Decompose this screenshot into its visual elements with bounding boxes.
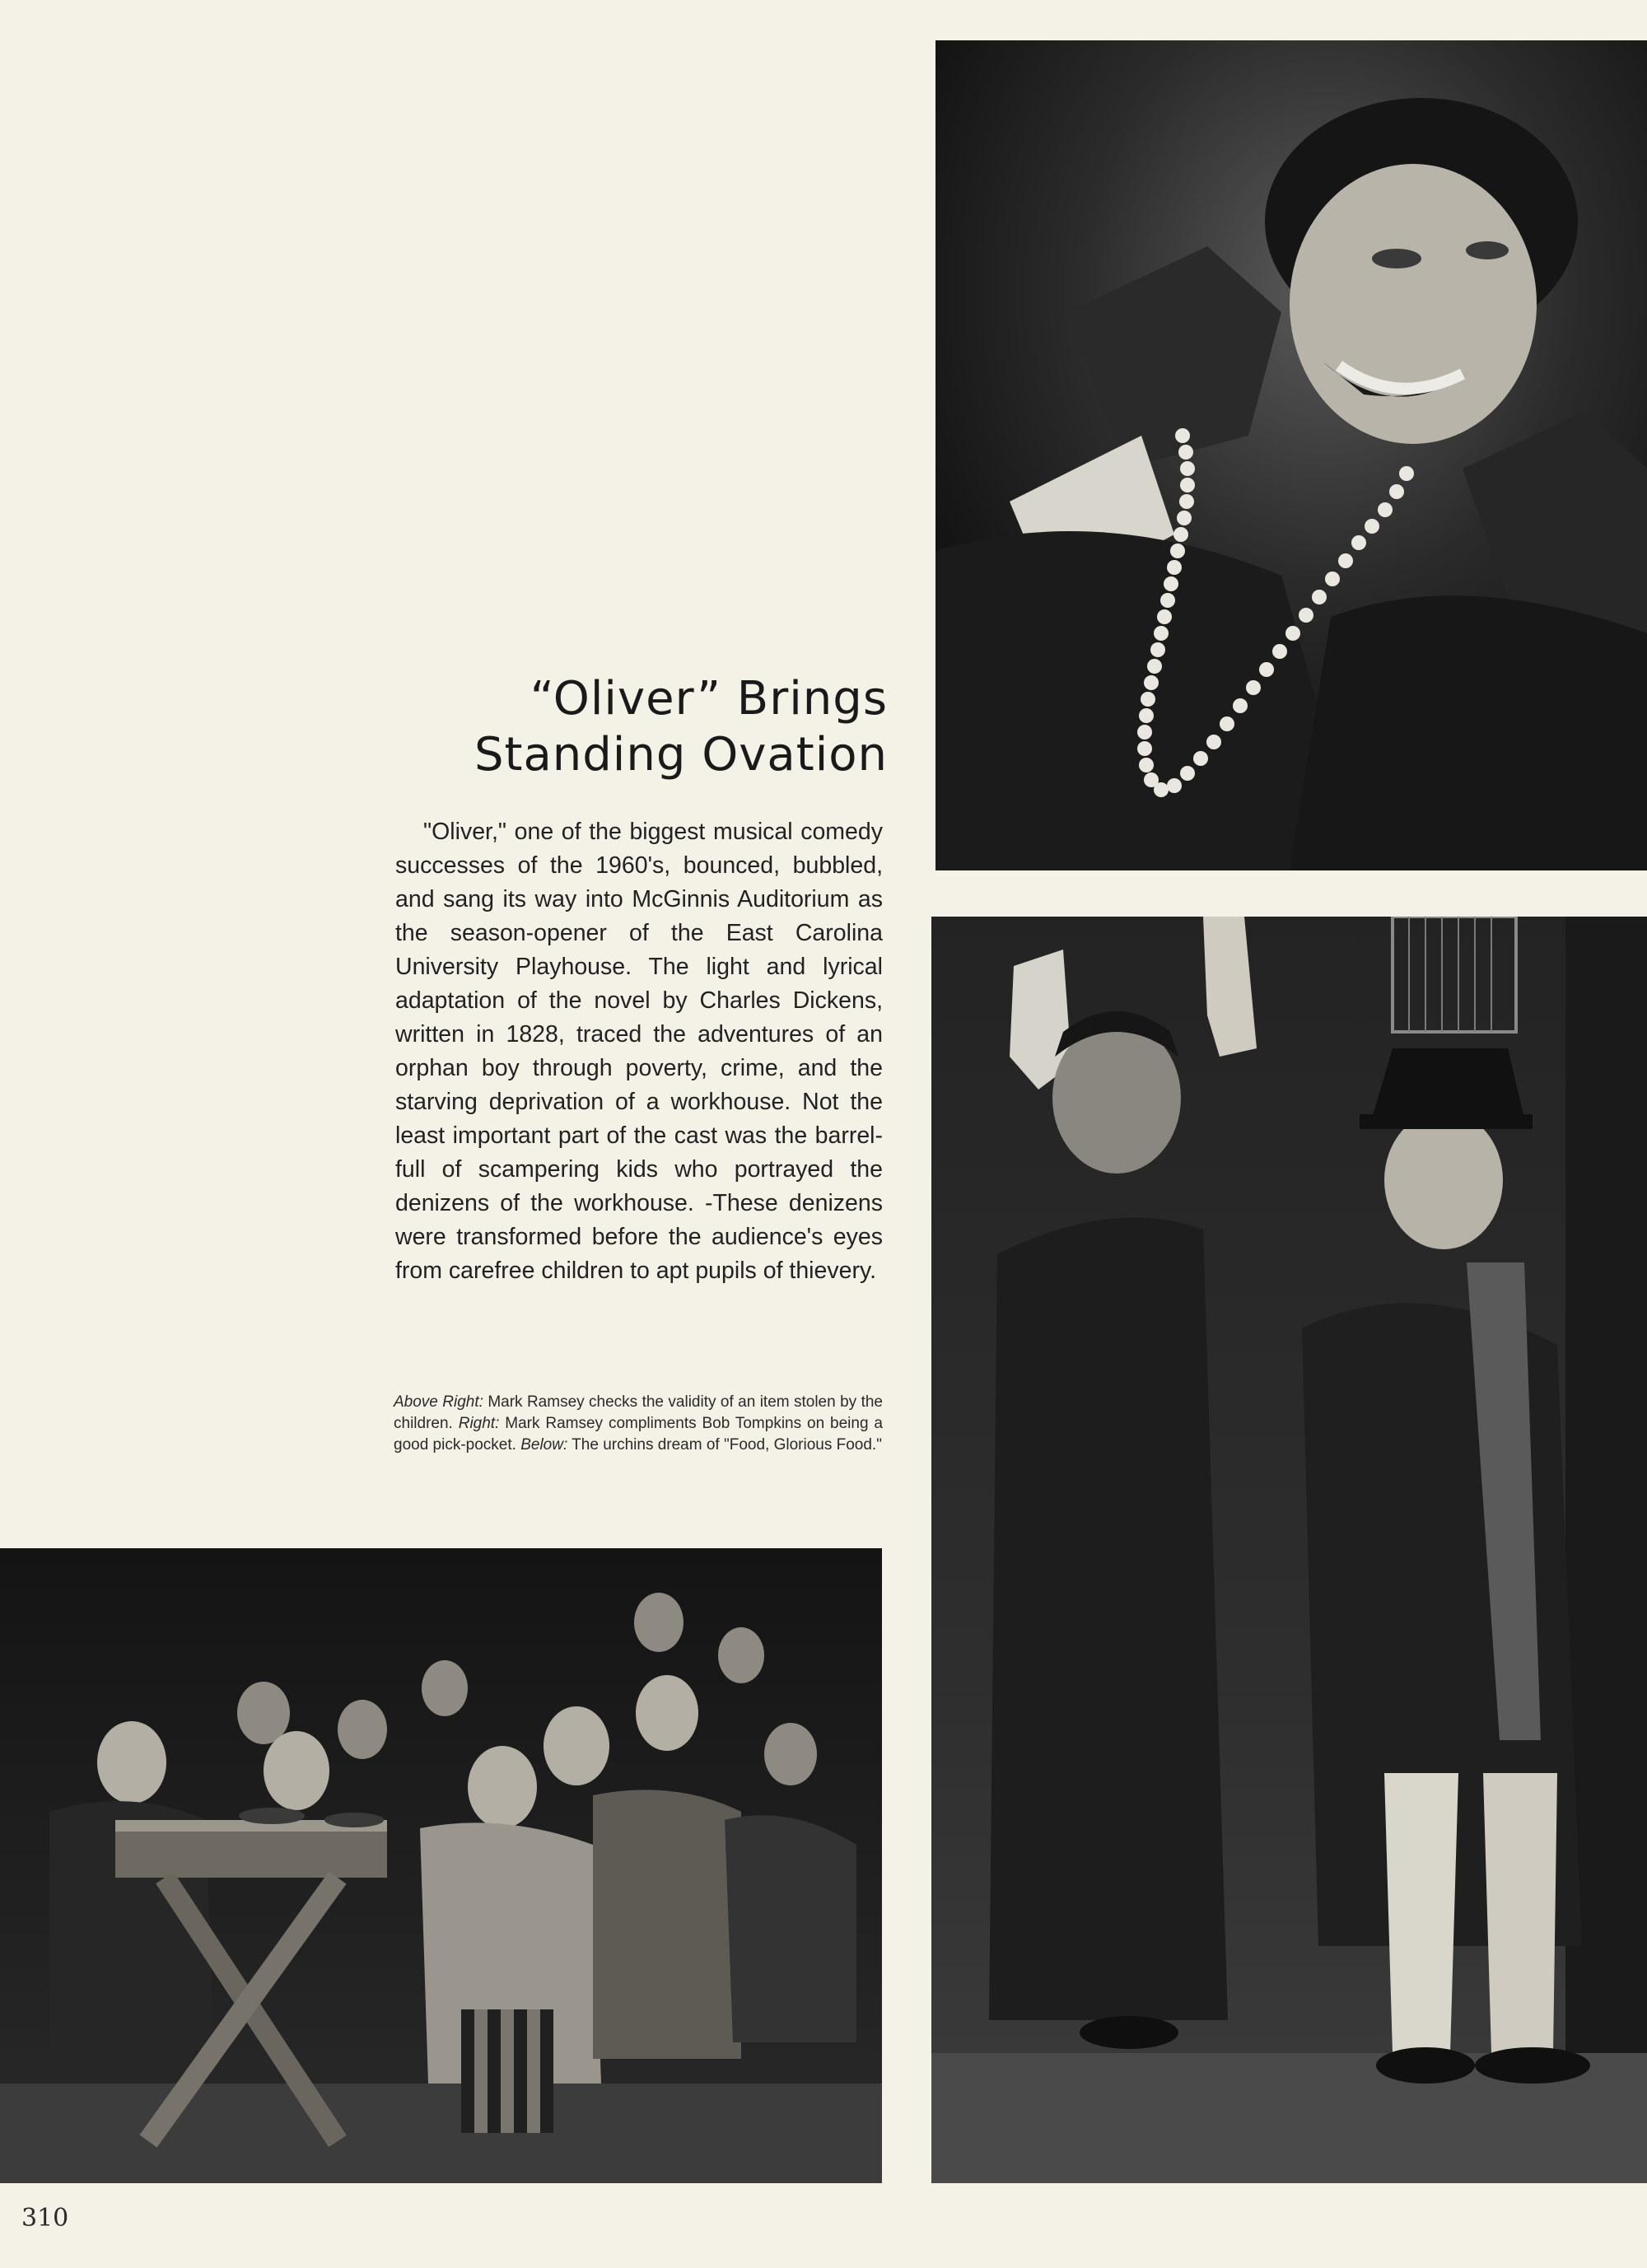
caption-label-below: Below: xyxy=(520,1436,568,1454)
photo-urchins-at-table xyxy=(0,1548,882,2183)
photo-caption xyxy=(394,1392,883,1456)
caption-text-below: The urchins dream of "Food, Glorious Food." xyxy=(567,1436,882,1454)
article-body: "Oliver," one of the biggest musical comedy successes of the 1960's, bounced, bubbled, and sang its way into McGinnis Auditorium as the season-opener of the East Carolina University Playhouse. The light and lyrical adaptation of the novel by Charles Dickens, written in 1828, traced the adventures of an orphan boy through poverty, crime, and the starving deprivation of a workhouse. Not the least important part of the cast was the barrel-full of scampering kids who portrayed the denizens of the workhouse. -These denizens were transformed before the audience's eyes from carefree children to apt pupils of thievery. xyxy=(395,819,883,1284)
caption-text-above-right: Mark Ramsey checks the validity of an item stolen by the children. xyxy=(394,1393,883,1432)
caption-label-above-right: Above Right: xyxy=(394,1393,483,1411)
caption-label-right: Right: xyxy=(458,1415,500,1432)
photo-two-performers-in-coats xyxy=(931,917,1647,2183)
page-number: 310 xyxy=(21,2204,69,2233)
photo-performer-with-pearls xyxy=(935,40,1647,870)
headline-line-2: Standing Ovation xyxy=(474,728,888,782)
caption-text-right: Mark Ramsey compliments Bob Tompkins on being a good pick-pocket. xyxy=(394,1415,883,1454)
article-headline xyxy=(362,671,888,783)
headline-line-1: “Oliver” Brings xyxy=(530,672,888,726)
